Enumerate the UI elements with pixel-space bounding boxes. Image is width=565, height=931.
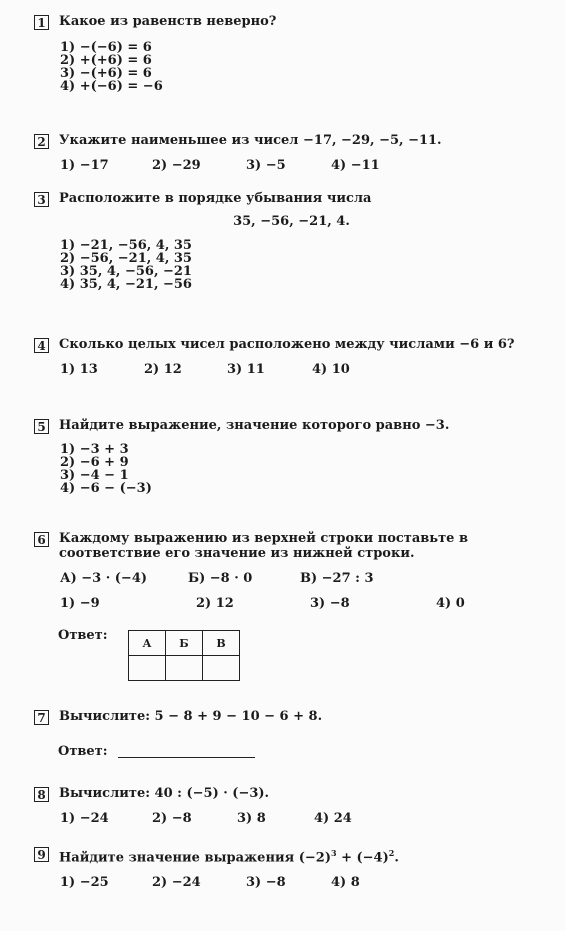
task-number: 3 xyxy=(34,192,49,207)
task-2 xyxy=(34,133,549,174)
expression: А) −3 · (−4) xyxy=(60,571,148,586)
task-question: Какое из равенств неверно? xyxy=(59,14,277,29)
task-number: 7 xyxy=(34,710,49,725)
task-number: 9 xyxy=(34,847,49,862)
answer-cell[interactable] xyxy=(203,656,240,681)
option: 4) 10 xyxy=(312,362,350,377)
option: 4) 8 xyxy=(331,875,360,891)
option: 2) +(+6) = 6 xyxy=(60,53,152,68)
question-text: Найдите значение выражения (−2) xyxy=(59,850,331,866)
task-number: 2 xyxy=(34,134,49,149)
answer-cell[interactable] xyxy=(129,656,166,681)
task-5 xyxy=(34,418,549,495)
answer-label: Ответ: xyxy=(58,628,108,643)
answer-cell[interactable] xyxy=(166,656,203,681)
option: 2) −8 xyxy=(152,811,192,826)
answer-label: Ответ: xyxy=(58,744,108,759)
option: 2) −56, −21, 4, 35 xyxy=(60,251,192,266)
option: 3) 35, 4, −56, −21 xyxy=(60,264,192,279)
task-question: Вычислите: 40 : (−5) · (−3). xyxy=(59,786,270,801)
task-3 xyxy=(34,191,549,291)
exponent: 2 xyxy=(388,848,395,858)
option: 4) +(−6) = −6 xyxy=(60,79,163,94)
option: 2) 12 xyxy=(196,596,234,611)
option: 1) −17 xyxy=(60,158,109,173)
number-list: 35, −56, −21, 4. xyxy=(233,214,350,229)
task-8 xyxy=(34,786,549,827)
task-question: Укажите наименьшее из чисел −17, −29, −5, −11. xyxy=(59,133,442,148)
task-number: 1 xyxy=(34,15,49,30)
option: 2) −6 + 9 xyxy=(60,455,129,470)
option: 3) −8 xyxy=(310,596,350,611)
option: 1) −(−6) = 6 xyxy=(60,40,152,55)
task-question xyxy=(59,846,549,865)
table-header: А xyxy=(129,631,166,656)
task-question: Расположите в порядке убывания числа xyxy=(59,191,372,206)
answer-table xyxy=(128,630,240,681)
task-question: Каждому выражению из верхней строки поставьте в соответствие его значение из нижней строки. xyxy=(59,531,469,561)
option: 1) −3 + 3 xyxy=(60,442,129,457)
option: 1) −9 xyxy=(60,596,100,611)
option: 3) 8 xyxy=(237,811,266,826)
task-question: Найдите выражение, значение которого равно −3. xyxy=(59,418,450,433)
task-6 xyxy=(34,531,549,612)
option: 4) −11 xyxy=(331,158,380,173)
task-4 xyxy=(34,337,549,378)
task-question: Сколько целых чисел расположено между числами −6 и 6? xyxy=(59,337,515,352)
option: 1) −21, −56, 4, 35 xyxy=(60,238,192,253)
table-header: В xyxy=(203,631,240,656)
option: 4) 35, 4, −21, −56 xyxy=(60,277,192,292)
option: 1) −25 xyxy=(60,875,109,891)
task-9 xyxy=(34,846,549,891)
option: 3) −8 xyxy=(246,875,286,891)
option: 4) −6 − (−3) xyxy=(60,481,152,496)
task-number: 4 xyxy=(34,338,49,353)
option: 3) 11 xyxy=(227,362,265,377)
task-7 xyxy=(34,709,549,724)
task-1 xyxy=(34,14,549,93)
table-header: Б xyxy=(166,631,203,656)
option: 3) −5 xyxy=(246,158,286,173)
option: 3) −(+6) = 6 xyxy=(60,66,152,81)
option: 2) −24 xyxy=(152,875,201,891)
question-text: . xyxy=(394,850,399,866)
option: 4) 0 xyxy=(436,596,465,611)
expression: Б) −8 · 0 xyxy=(188,571,253,586)
task-question: Вычислите: 5 − 8 + 9 − 10 − 6 + 8. xyxy=(59,709,323,724)
option: 1) −24 xyxy=(60,811,109,826)
option: 4) 24 xyxy=(314,811,352,826)
task-number: 5 xyxy=(34,419,49,434)
option: 2) 12 xyxy=(144,362,182,377)
exponent: 3 xyxy=(330,848,337,858)
option: 1) 13 xyxy=(60,362,98,377)
expression: В) −27 : 3 xyxy=(300,571,374,586)
option: 3) −4 − 1 xyxy=(60,468,129,483)
option: 2) −29 xyxy=(152,158,201,173)
question-text: + (−4) xyxy=(336,850,389,866)
task-number: 6 xyxy=(34,532,49,547)
answer-line[interactable] xyxy=(118,757,255,758)
task-number: 8 xyxy=(34,787,49,802)
